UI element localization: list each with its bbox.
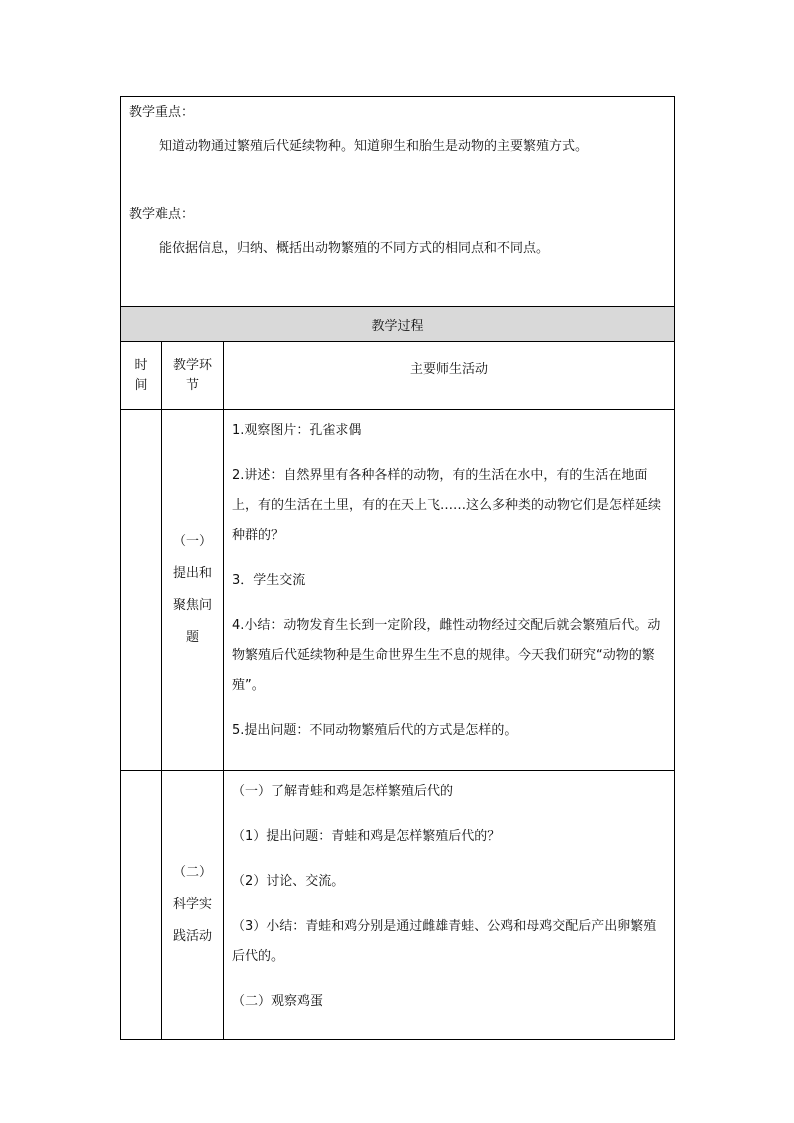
activity-item: （3）小结：青蛙和鸡分别是通过雌雄青蛙、公鸡和母鸡交配后产出卵繁殖后代的。: [232, 919, 657, 964]
process-header-row: [121, 307, 675, 342]
activity-cell: [224, 410, 675, 771]
goals-cell: [121, 97, 675, 307]
stage-cell: [162, 771, 224, 1040]
lesson-plan-table: [120, 96, 675, 1040]
stage-header-line2: 节: [185, 377, 199, 393]
goals-row: [121, 97, 675, 307]
stage-header-line1: 教学环: [172, 357, 212, 373]
stage-line: （二）: [172, 865, 212, 880]
time-header: [121, 342, 162, 410]
stage-line: 聚焦问: [172, 598, 212, 613]
activity-item: 3．学生交流: [232, 573, 306, 588]
difficulty-title: 教学难点：: [129, 207, 195, 222]
activity-cell: [224, 771, 675, 1040]
column-header-row: [121, 342, 675, 410]
time-header-line1: 时: [134, 357, 148, 373]
key-points-text: 知道动物通过繁殖后代延续物种。知道卵生和胎生是动物的主要繁殖方式。: [159, 139, 589, 154]
activity-item: （二）观察鸡蛋: [232, 994, 324, 1009]
time-cell: [121, 410, 162, 771]
stage-cell: [162, 410, 224, 771]
stage-line: （一）: [172, 534, 212, 549]
time-header-line2: 间: [134, 377, 148, 393]
stage-line: 践活动: [172, 929, 212, 944]
activity-item: （1）提出问题：青蛙和鸡是怎样繁殖后代的？: [232, 829, 501, 844]
activity-item: （2）讨论、交流。: [232, 874, 345, 889]
process-title: 教学过程: [121, 307, 675, 342]
activity-item: 1.观察图片：孔雀求偶: [232, 423, 362, 438]
activity-item: 4.小结：动物发育生长到一定阶段，雌性动物经过交配后就会繁殖后代。动物繁殖后代延续物种是生命世界生生不息的规律。今天我们研究“动物的繁殖”。: [232, 618, 661, 693]
table-row: [121, 410, 675, 771]
difficulty-text: 能依据信息，归纳、概括出动物繁殖的不同方式的相同点和不同点。: [159, 241, 550, 256]
activity-item: 5.提出问题：不同动物繁殖后代的方式是怎样的。: [232, 723, 518, 738]
time-cell: [121, 771, 162, 1040]
key-points-title: 教学重点：: [129, 105, 195, 120]
stage-line: 科学实: [172, 897, 212, 912]
activity-item: 2.讲述：自然界里有各种各样的动物，有的生活在水中，有的生活在地面上，有的生活在土里，有的在天上飞……这么多种类的动物它们是怎样延续种群的？: [232, 468, 662, 543]
stage-line: 提出和: [172, 566, 212, 581]
activity-header: 主要师生活动: [224, 342, 675, 410]
stage-header: [162, 342, 224, 410]
activity-item: （一）了解青蛙和鸡是怎样繁殖后代的: [232, 784, 454, 799]
stage-line: 题: [185, 630, 199, 645]
table-row: [121, 771, 675, 1040]
